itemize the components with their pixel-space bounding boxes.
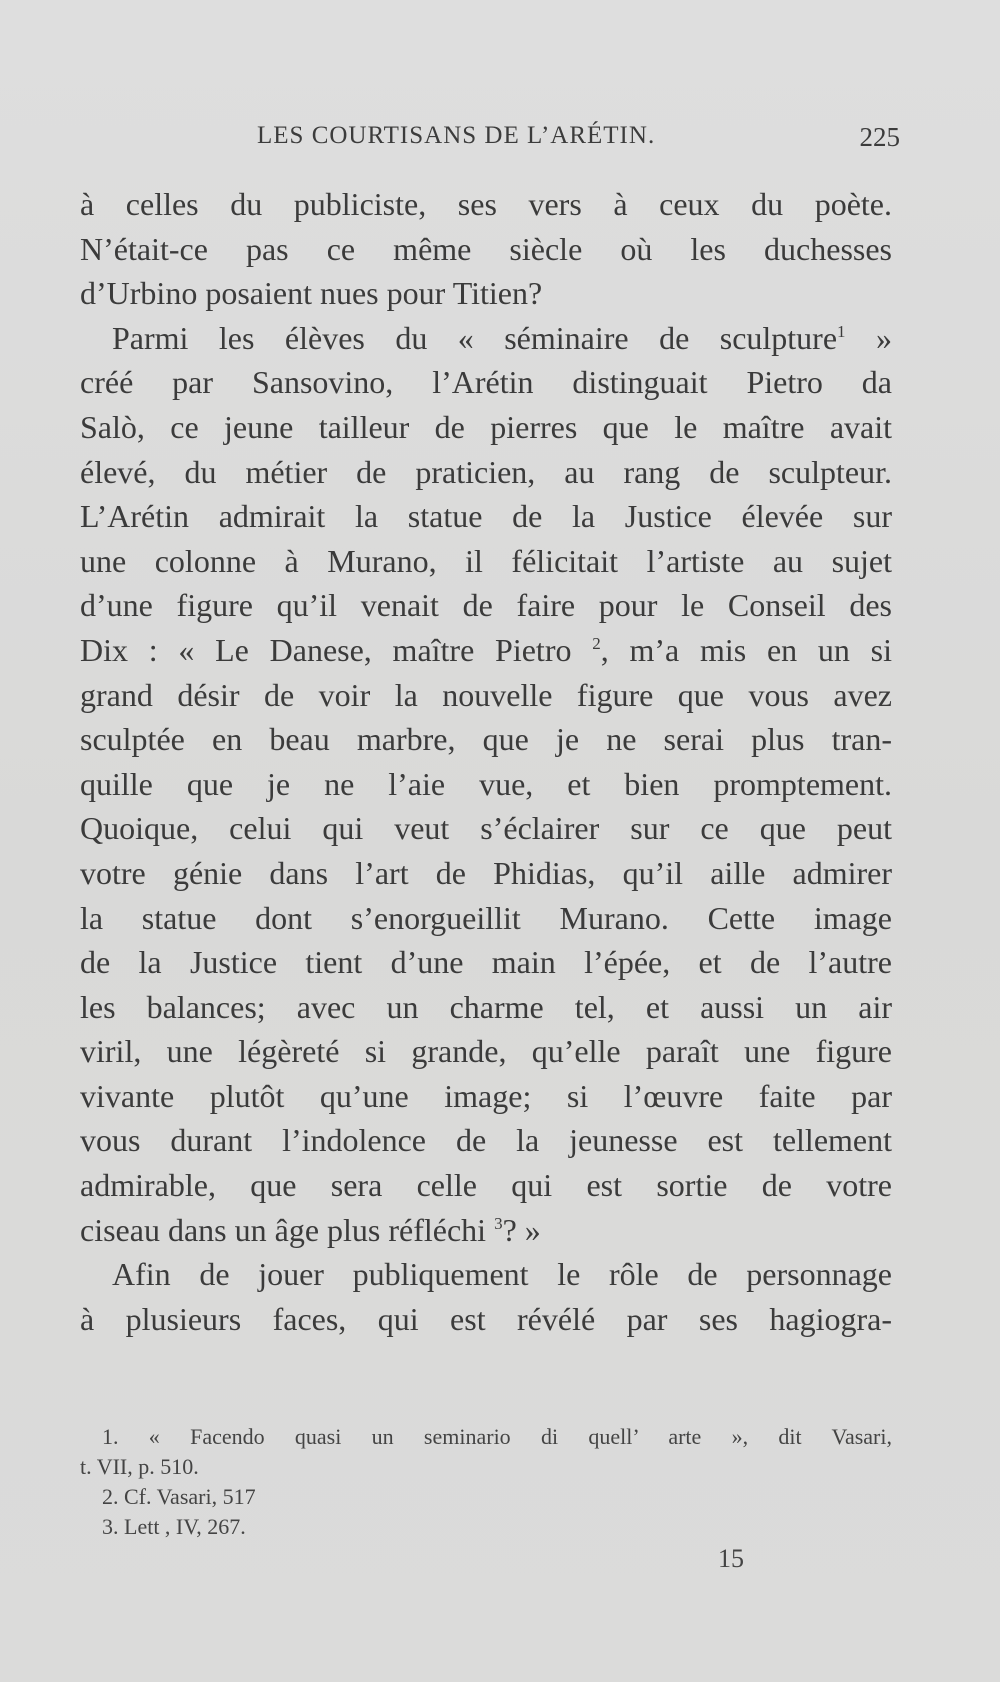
text-line: N’était-ce pas ce même siècle où les duchesses [80,230,892,267]
text-line: à plusieurs faces, qui est révélé par ses hagiogra- [80,1300,892,1337]
text-segment: , m’a mis en un si [600,631,893,668]
running-title: LES COURTISANS DE L’ARÉTIN. [257,122,656,149]
text-line [80,1208,892,1253]
text-line: une colonne à Murano, il félicitait l’artiste au sujet [80,542,892,579]
text-line: L’Arétin admirait la statue de la Justice élevée sur [80,498,892,535]
text-segment: ? » [502,1211,541,1248]
text-line: les balances; avec un charme tel, et aussi un air [80,988,892,1025]
text-line: votre génie dans l’art de Phidias, qu’il aille admirer [80,854,892,891]
footnotes [80,1422,892,1542]
text-line: grand désir de voir la nouvelle figure que vous avez [80,676,892,713]
text-line: vivante plutôt qu’une image; si l’œuvre faite par [80,1077,892,1114]
text-segment: » [845,319,893,356]
signature-mark: 15 [718,1544,744,1573]
text-line: Salò, ce jeune tailleur de pierres que le maître avait [80,408,892,445]
text-line: sculptée en beau marbre, que je ne serai plus tran- [80,721,892,758]
text-segment: Parmi les élèves du « séminaire de sculpture [112,319,838,356]
text-line: viril, une légèreté si grande, qu’elle paraît une figure [80,1033,892,1070]
text-line: élevé, du métier de praticien, au rang de sculpteur. [80,453,892,490]
page-header [80,122,900,162]
footnote-line: 3. Lett , IV, 267. [102,1514,246,1539]
text-line: Quoique, celui qui veut s’éclairer sur ce que peut [80,810,892,847]
text-line: créé par Sansovino, l’Arétin distinguait Pietro da [80,364,892,401]
text-line [80,628,892,673]
text-line: Afin de jouer publiquement le rôle de personnage [112,1256,892,1293]
footnote-line: 2. Cf. Vasari, 517 [102,1484,256,1509]
text-line: admirable, que sera celle qui est sortie de votre [80,1167,892,1204]
footnote-line: 1. « Facendo quasi un seminario di quell’ arte », dit Vasari, [102,1424,892,1449]
text-line: la statue dont s’enorgueillit Murano. Cette image [80,899,892,936]
text-line: à celles du publiciste, ses vers à ceux du poète. [80,186,892,222]
text-segment: Dix : « Le Danese, maître Pietro [80,631,572,668]
footnote-ref-1: 1 [837,321,846,341]
page-number: 225 [859,122,900,152]
text-line: de la Justice tient d’une main l’épée, et de l’autre [80,944,892,981]
footnote-line: t. VII, p. 510. [80,1454,199,1479]
text-line [80,316,892,361]
text-segment: ciseau dans un âge plus réfléchi [80,1211,487,1248]
body-text [80,182,892,1341]
text-line: d’une figure qu’il venait de faire pour le Conseil des [80,587,892,624]
text-line: d’Urbino posaient nues pour Titien? [80,275,543,312]
text-line: vous durant l’indolence de la jeunesse est tellement [80,1122,892,1159]
footnote-ref-2: 2 [592,633,601,653]
text-line: quille que je ne l’aie vue, et bien promptement. [80,765,892,802]
footnote-ref-3: 3 [494,1213,503,1233]
